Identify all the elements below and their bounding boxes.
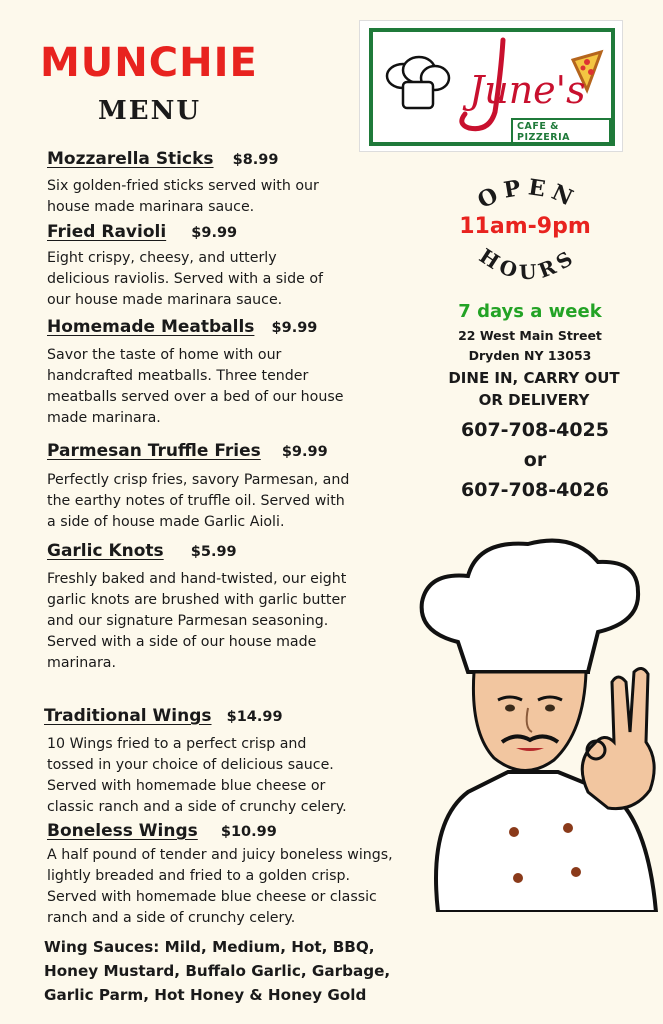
item-desc-line: classic ranch and a side of crunchy celery. <box>47 799 347 815</box>
item-desc-line: garlic knots are brushed with garlic butter <box>47 592 347 608</box>
item-price: $14.99 <box>226 709 283 725</box>
menu-item <box>47 541 237 561</box>
menu-item <box>47 821 277 841</box>
open-word: OPEN <box>473 178 583 215</box>
item-price: $8.99 <box>232 152 279 168</box>
menu-item <box>44 706 283 726</box>
item-name: Traditional Wings <box>44 706 212 726</box>
hours-time: 11am-9pm <box>459 214 591 239</box>
item-desc-line: Freshly baked and hand-twisted, our eight <box>47 571 347 587</box>
item-desc-line: Perfectly crisp fries, savory Parmesan, and <box>47 472 350 488</box>
item-desc-line: Eight crispy, cheesy, and utterly <box>47 250 277 266</box>
item-name: Homemade Meatballs <box>47 317 255 337</box>
item-name: Parmesan Truffle Fries <box>47 441 261 461</box>
item-desc-line: made marinara. <box>47 410 161 426</box>
chef-illustration <box>398 532 663 912</box>
sauces-line: Honey Mustard, Buffalo Garlic, Garbage, <box>44 962 391 980</box>
item-price: $9.99 <box>271 320 318 336</box>
item-desc-line: delicious raviolis. Served with a side of <box>47 271 324 287</box>
item-price: $9.99 <box>191 225 238 241</box>
item-name: Boneless Wings <box>47 821 198 841</box>
sauces-line: Wing Sauces: Mild, Medium, Hot, BBQ, <box>44 938 375 956</box>
item-desc-line: tossed in your choice of delicious sauce. <box>47 757 334 773</box>
item-desc-line: handcrafted meatballs. Three tender <box>47 368 309 384</box>
item-desc-line: house made marinara sauce. <box>47 199 255 215</box>
item-desc-line: ranch and a side of crunchy celery. <box>47 910 296 926</box>
item-desc-line: meatballs served over a bed of our house <box>47 389 344 405</box>
item-desc-line: Served with homemade blue cheese or <box>47 778 326 794</box>
address-line-1: 22 West Main Street <box>458 328 602 343</box>
phone-or: or <box>523 449 547 471</box>
menu-title: MUNCHIE <box>40 40 258 86</box>
item-name: Fried Ravioli <box>47 222 167 242</box>
item-price: $9.99 <box>281 444 328 460</box>
ok-hand-icon <box>582 668 654 808</box>
menu-item <box>47 222 237 242</box>
hours-arc <box>458 246 598 296</box>
logo-name: June's <box>469 68 586 112</box>
item-desc-line: Savor the taste of home with our <box>47 347 282 363</box>
item-desc-line: a side of house made Garlic Aioli. <box>47 514 285 530</box>
menu-item <box>47 441 328 461</box>
svg-text:HOURS <box>475 246 581 284</box>
service-line-1: DINE IN, CARRY OUT <box>448 369 620 387</box>
item-desc-line: the earthy notes of truffle oil. Served with <box>47 493 345 509</box>
item-price: $5.99 <box>190 544 237 560</box>
menu-subtitle: MENU <box>98 96 202 126</box>
phone-2: 607-708-4026 <box>461 479 609 501</box>
logo-frame <box>369 28 615 146</box>
menu-item <box>47 317 317 337</box>
sauces-line: Garlic Parm, Hot Honey & Honey Gold <box>44 986 367 1004</box>
phone-1: 607-708-4025 <box>461 419 609 441</box>
wing-sauces <box>44 935 390 1007</box>
item-desc-line: and our signature Parmesan seasoning. <box>47 613 329 629</box>
item-name: Mozzarella Sticks <box>47 149 214 169</box>
item-desc-line: Served with a side of our house made <box>47 634 317 650</box>
item-desc-line: A half pound of tender and juicy boneless wings, <box>47 847 393 863</box>
item-price: $10.99 <box>220 824 277 840</box>
hours-word: HOURS <box>474 246 582 285</box>
address-line-2: Dryden NY 13053 <box>468 348 592 363</box>
days-open: 7 days a week <box>458 301 602 322</box>
menu-item <box>47 149 278 169</box>
logo <box>359 20 623 152</box>
item-desc-line: marinara. <box>47 655 117 671</box>
chef-hat-icon <box>422 541 638 672</box>
logo-tagline: CAFE & PIZZERIA <box>511 118 611 146</box>
item-desc-line: Six golden-fried sticks served with our <box>47 178 319 194</box>
item-desc-line: 10 Wings fried to a perfect crisp and <box>47 736 307 752</box>
open-arc <box>458 178 598 218</box>
service-line-2: OR DELIVERY <box>478 391 590 409</box>
item-desc-line: our house made marinara sauce. <box>47 292 283 308</box>
item-name: Garlic Knots <box>47 541 164 561</box>
item-desc-line: lightly breaded and fried to a golden crisp. <box>47 868 351 884</box>
item-desc-line: Served with homemade blue cheese or classic <box>47 889 377 905</box>
svg-text:OPEN <box>474 178 583 214</box>
chef-face-icon <box>473 672 586 771</box>
